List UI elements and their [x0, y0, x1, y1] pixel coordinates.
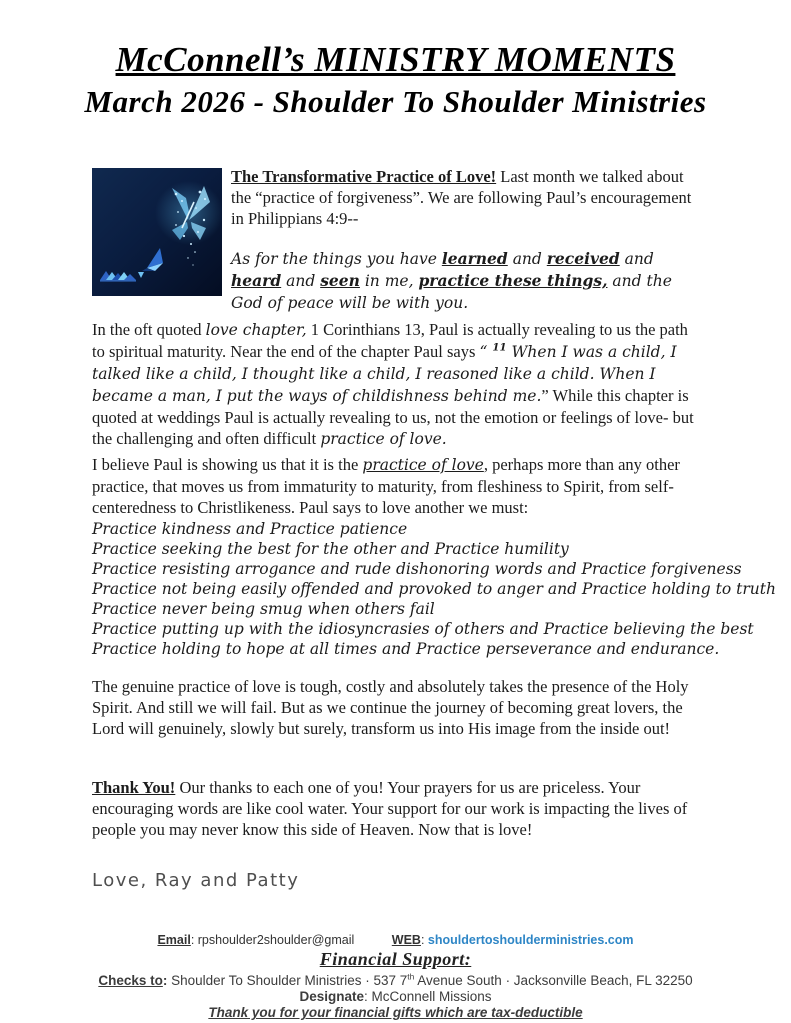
newsletter-subtitle: March 2026 - Shoulder To Shoulder Ministries — [84, 84, 707, 119]
checks-to-line: Checks to: Shoulder To Shoulder Ministries · 537 7th Avenue South · Jacksonville Beach, FL 32250 — [98, 971, 693, 988]
newsletter-title: McConnell’s MINISTRY MOMENTS — [115, 40, 676, 79]
paragraph-thank-you: Thank You! Our thanks to each one of you! Your prayers for us are priceless. Your encouraging words are like cool water. Your support for our work is impacting the lives of people you may never know this side of Heaven. Now that is love! — [92, 778, 688, 839]
masthead — [0, 40, 791, 120]
practice-list — [92, 519, 776, 659]
practice-line: Practice resisting arrogance and rude dishonoring words and Practice forgiveness — [92, 560, 742, 578]
practice-line: Practice holding to hope at all times and Practice perseverance and endurance. — [92, 640, 720, 658]
philippians-verse: As for the things you have learned and received and heard and seen in me, practice these things, and the God of peace will be with you. — [231, 249, 672, 312]
paragraph-love-chapter: In the oft quoted love chapter, 1 Corinthians 13, Paul is actually revealing to us the path to spiritual maturity. Near the end of the chapter Paul says “ $^{11}$ When I was a child, I talked like a child, I thought like a child, I reasoned like a child. When I became a man, I put the ways of childishness behind me.” While this chapter is quoted at weddings Paul is actually revealing to us, not the emotion or feelings of love- but the challenging and often difficult practice of love. — [92, 320, 694, 448]
tax-deductible-note: Thank you for your financial gifts which are tax-deductible — [208, 1005, 583, 1020]
designate-line: Designate: McConnell Missions — [299, 989, 492, 1004]
practice-line: Practice seeking the best for the other and Practice humility — [92, 540, 569, 558]
butterfly-transformation-image — [92, 168, 222, 296]
intro-section — [92, 166, 702, 314]
contact-line — [0, 933, 791, 947]
paragraph-genuine-practice: The genuine practice of love is tough, costly and absolutely takes the presence of the Holy Spirit. And still we will fail. But as we continue the journey of becoming great lovers, the Lord will genuinely, slowly but surely, transform us into His image from the inside out! — [92, 677, 689, 738]
newsletter-body — [0, 166, 791, 891]
email-label-value: Email: rpshoulder2shoulder@gmail — [157, 933, 355, 947]
practice-line: Practice kindness and Practice patience — [92, 520, 408, 538]
footer — [0, 933, 791, 1020]
practice-line: Practice never being smug when others fail — [92, 600, 435, 618]
practice-line: Practice putting up with the idiosyncrasies of others and Practice believing the best — [92, 620, 754, 638]
signature: Love, Ray and Patty — [92, 870, 300, 891]
practice-line: Practice not being easily offended and provoked to anger and Practice holding to truth — [92, 580, 776, 598]
website-link[interactable]: shouldertoshoulderministries.com — [427, 933, 634, 947]
web-label: WEB: — [391, 933, 428, 947]
paragraph-practice-of-love: I believe Paul is showing us that it is the practice of love, perhaps more than any other practice, that moves us from immaturity to maturity, from fleshiness to Spirit, from self-centeredness to Christlikeness. Paul says to love another we must: — [92, 455, 680, 517]
intro-paragraph: The Transformative Practice of Love! Last month we talked about the “practice of forgiveness”. We are following Paul’s encouragement in Philippians 4:9-- — [231, 167, 692, 228]
financial-support-heading: Financial Support: — [319, 949, 472, 969]
